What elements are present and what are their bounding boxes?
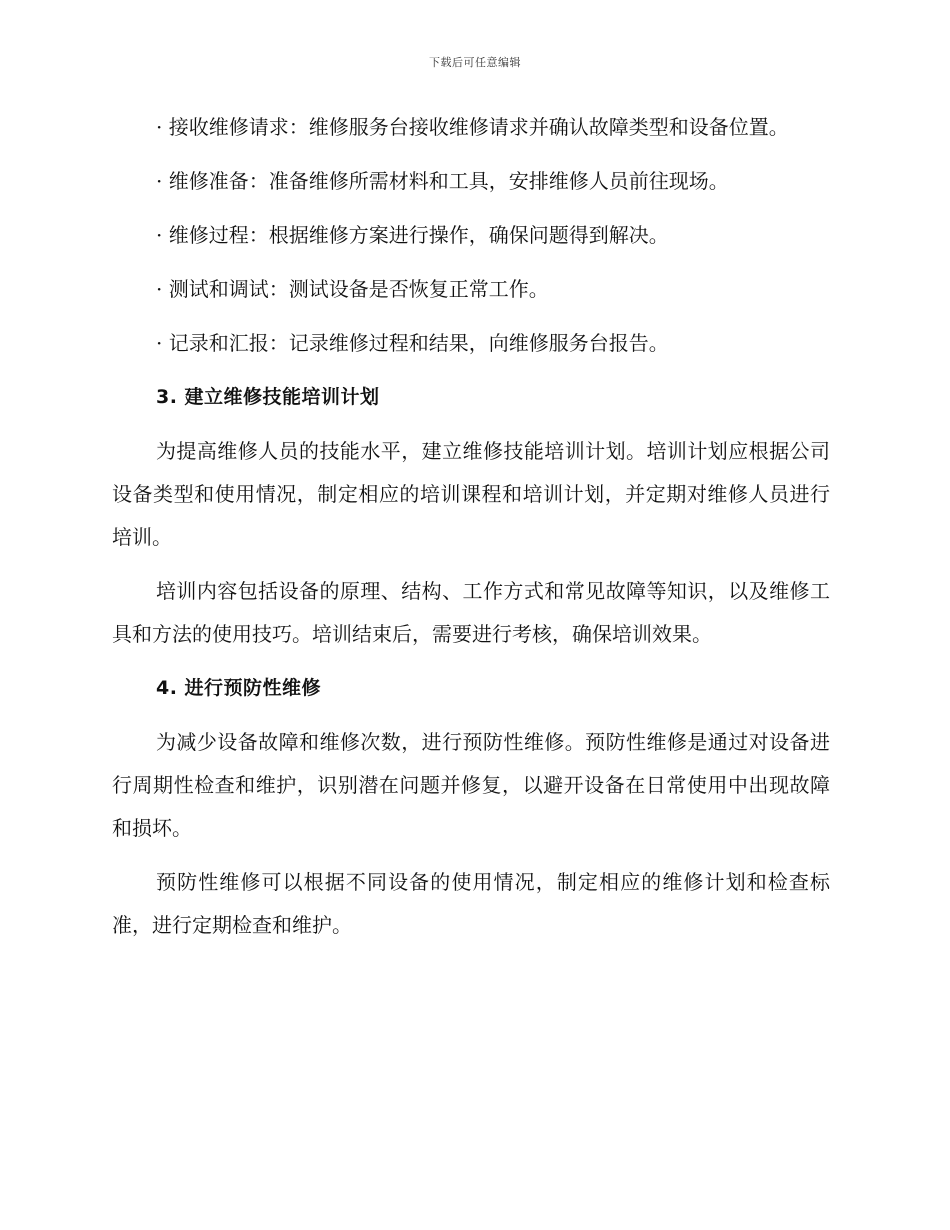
body-paragraph-preventive-plan: 预防性维修可以根据不同设备的使用情况，制定相应的维修计划和检查标准，进行定期检查和维护。 bbox=[112, 870, 830, 937]
bullet-item-receive-request: · 接收维修请求：维修服务台接收维修请求并确认故障类型和设备位置。 bbox=[156, 115, 789, 139]
section-heading-training: 3. 建立维修技能培训计划 bbox=[156, 386, 380, 408]
bullet-item-process: · 维修过程：根据维修方案进行操作，确保问题得到解决。 bbox=[156, 223, 669, 247]
bullet-item-record: · 记录和汇报：记录维修过程和结果，向维修服务台报告。 bbox=[156, 331, 669, 355]
body-paragraph-training-content: 培训内容包括设备的原理、结构、工作方式和常见故障等知识，以及维修工具和方法的使用技巧。培训结束后，需要进行考核，确保培训效果。 bbox=[112, 579, 830, 646]
body-paragraph-training-plan: 为提高维修人员的技能水平，建立维修技能培训计划。培训计划应根据公司设备类型和使用情况，制定相应的培训课程和培训计划，并定期对维修人员进行培训。 bbox=[112, 439, 830, 549]
document-body bbox=[112, 106, 830, 958]
page-header: 下载后可任意编辑 bbox=[429, 56, 521, 69]
body-paragraph-preventive-intro: 为减少设备故障和维修次数，进行预防性维修。预防性维修是通过对设备进行周期性检查和维护，识别潜在问题并修复，以避开设备在日常使用中出现故障和损坏。 bbox=[112, 730, 830, 840]
section-heading-preventive: 4. 进行预防性维修 bbox=[156, 677, 322, 699]
bullet-item-testing: · 测试和调试：测试设备是否恢复正常工作。 bbox=[156, 277, 549, 301]
bullet-item-preparation: · 维修准备：准备维修所需材料和工具，安排维修人员前往现场。 bbox=[156, 169, 729, 193]
